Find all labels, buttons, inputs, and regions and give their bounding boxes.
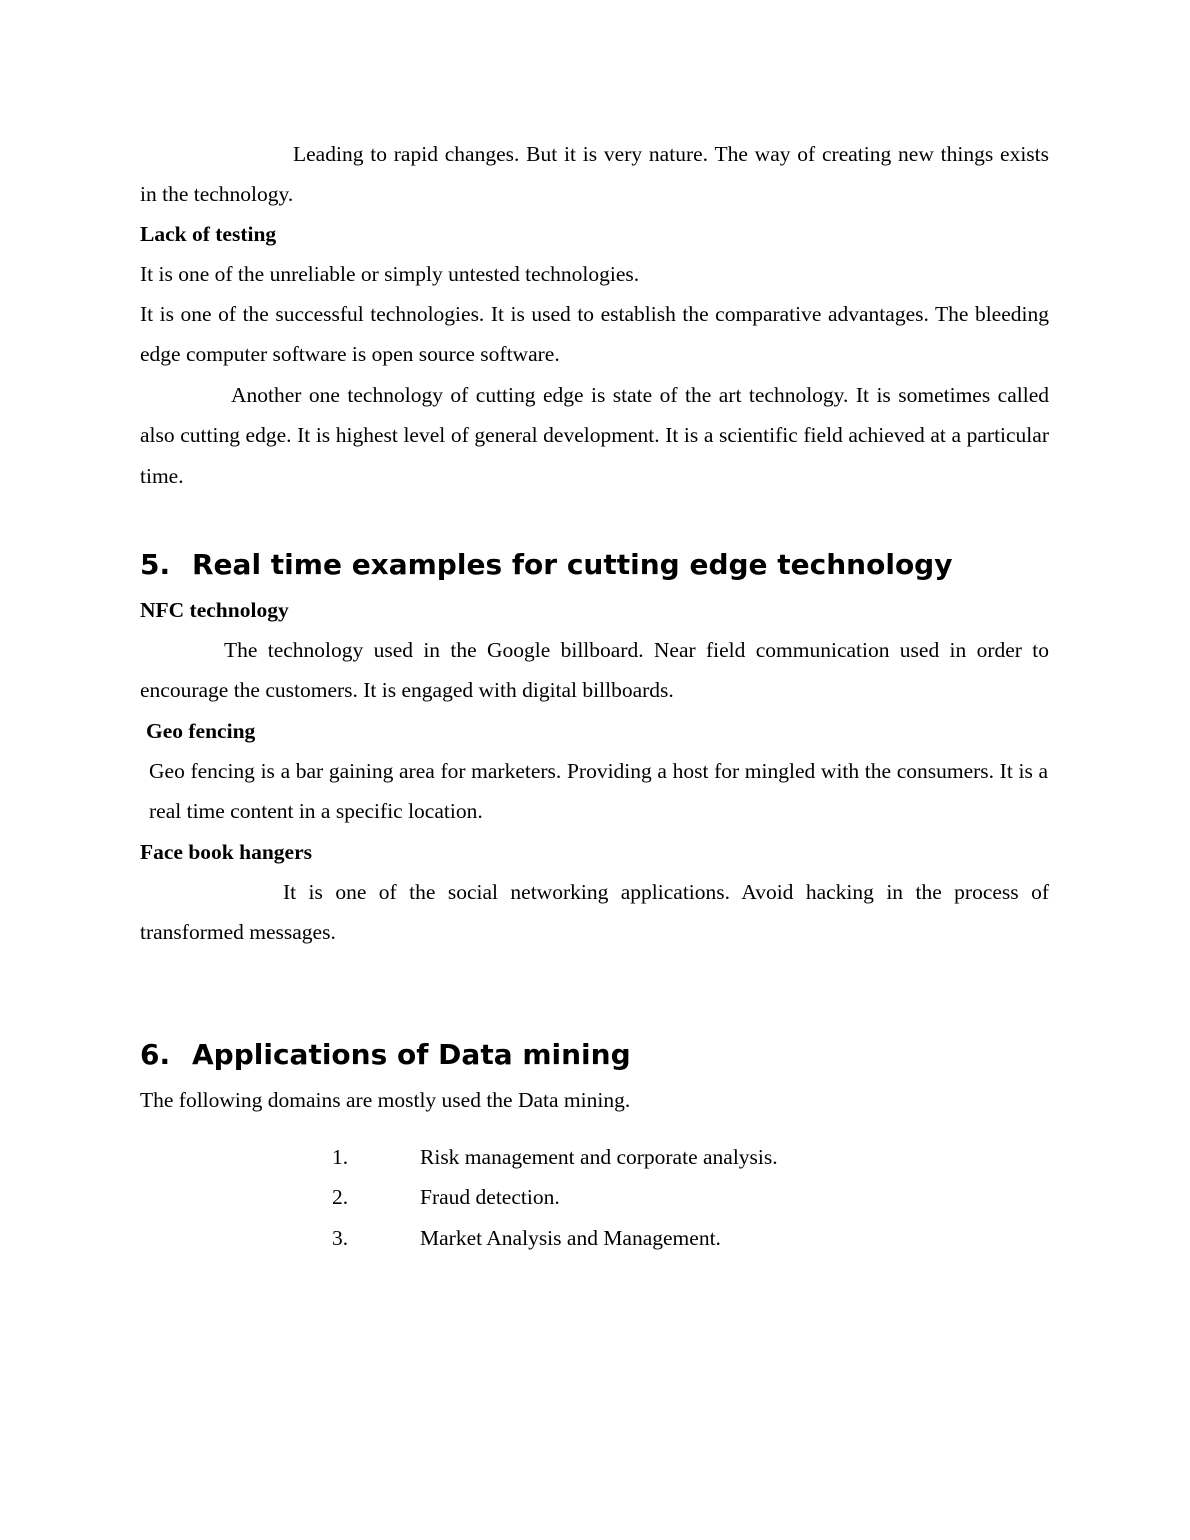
- paragraph-untested: It is one of the unreliable or simply untested technologies.: [140, 262, 640, 286]
- list-item-number: 1.: [332, 1145, 349, 1169]
- paragraph-facebook-hangers: It is one of the social networking applications. Avoid hacking in the process of transformed messages.: [140, 880, 1049, 945]
- list-item-text: Risk management and corporate analysis.: [420, 1145, 778, 1169]
- paragraph-data-mining-intro: The following domains are mostly used the Data mining.: [140, 1088, 631, 1112]
- list-item-number: 2.: [332, 1185, 349, 1209]
- section-5-number: 5.: [140, 548, 171, 581]
- section-5-title: Real time examples for cutting edge technology: [192, 548, 953, 581]
- heading-lack-of-testing: Lack of testing: [140, 222, 277, 246]
- list-item-text: Market Analysis and Management.: [420, 1226, 721, 1250]
- paragraph-nfc: The technology used in the Google billboard. Near field communication used in order to encourage the customers. It is engaged with digital billboards.: [140, 638, 1049, 703]
- paragraph-rapid-changes: Leading to rapid changes. But it is very nature. The way of creating new things exists in the technology.: [140, 142, 1049, 207]
- list-item-number: 3.: [332, 1226, 349, 1250]
- section-6-heading: [140, 1037, 631, 1073]
- heading-facebook-hangers: Face book hangers: [140, 840, 312, 864]
- section-6-title: Applications of Data mining: [192, 1038, 631, 1071]
- section-6-number: 6.: [140, 1038, 171, 1071]
- paragraph-state-of-art: Another one technology of cutting edge is state of the art technology. It is sometimes called also cutting edge. It is highest level of general development. It is a scientific field achieved at a particular time.: [140, 383, 1049, 488]
- section-5-heading: [140, 547, 952, 583]
- heading-geo-fencing: Geo fencing: [146, 719, 256, 743]
- heading-nfc: NFC technology: [140, 598, 289, 622]
- paragraph-geo-fencing: Geo fencing is a bar gaining area for marketers. Providing a host for mingled with the consumers. It is a real time content in a specific location.: [149, 759, 1048, 824]
- paragraph-successful: It is one of the successful technologies. It is used to establish the comparative advantages. The bleeding edge computer software is open source software.: [140, 302, 1049, 367]
- list-item-text: Fraud detection.: [420, 1185, 560, 1209]
- list-item: [332, 1182, 560, 1212]
- list-item: [332, 1142, 778, 1172]
- list-item: [332, 1223, 721, 1253]
